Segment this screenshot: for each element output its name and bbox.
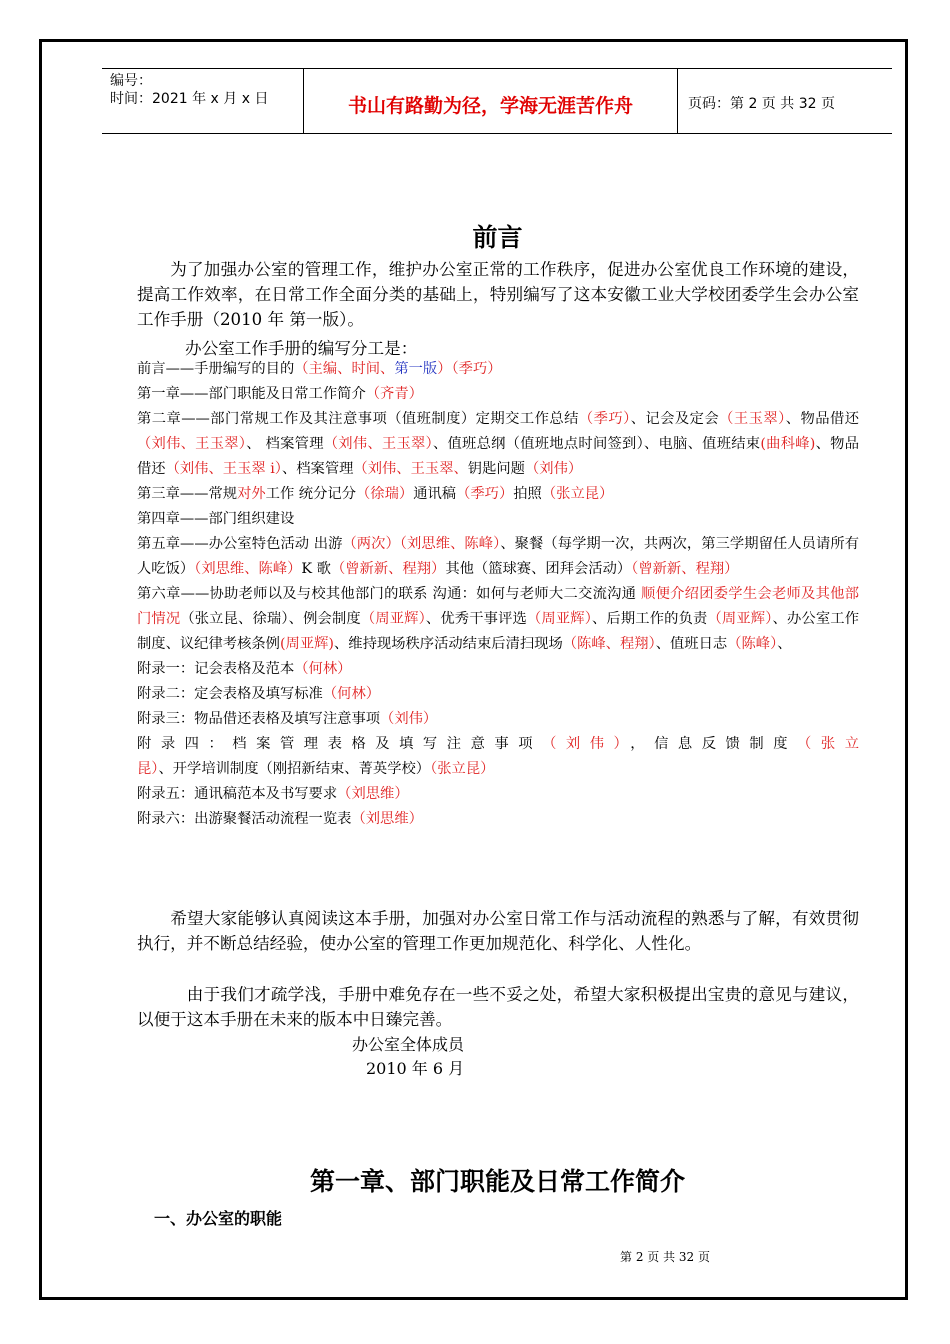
preface-intro: 为了加强办公室的管理工作，维护办公室正常的工作秩序，促进办公室优良工作环境的建设，提高工作效率，在日常工作全面分类的基础上，特别编写了这本安徽工业大学校团委学生会办公室工作手册（2010 年 第一版）。 [137,260,859,329]
header-motto: 书山有路勤为径，学海无涯苦作舟 [304,69,678,133]
division-line-appendix2: 附录二：定会表格及填写标准（何林） [137,686,381,702]
preface-title: 前言 [472,223,523,252]
division-line-ch1: 第一章——部门职能及日常工作简介（齐青） [137,386,423,402]
signature-date: 2010 年 6 月 [366,1059,465,1078]
page-header [102,68,892,134]
division-line-ch2: 第二章——部门常规工作及其注意事项（值班制度）定期交工作总结（季巧）、记会及定会（王玉翠）、物品借还（刘伟、王玉翠）、 档案管理（刘伟、王玉翠）、值班总纲（值班地点时间签到）、电脑、值班结束(曲科峰)、物品借还（刘伟、王玉翠 i）、档案管理（刘伟、王玉翠、钥匙问题（刘伟） [137,411,860,477]
chapter1-section1: 一、办公室的职能 [154,1209,283,1228]
closing-paragraph-2: 由于我们才疏学浅，手册中难免存在一些不妥之处，希望大家积极提出宝贵的意见与建议，以便于这本手册在未来的版本中日臻完善。 [137,985,859,1029]
header-meta [102,69,304,133]
division-heading: 办公室工作手册的编写分工是： [185,339,418,358]
division-line-ch5: 第五章——办公室特色活动 出游（两次）（刘思维、陈峰）、聚餐（每学期一次，共两次，第三学期留任人员请所有人吃饭）（刘思维、陈峰）K 歌（曾新新、程翔）其他（篮球赛、团拜会活动）（曾新新、程翔） [137,536,859,577]
division-list [137,357,859,832]
header-page-info: 页码：第 2 页 共 32 页 [688,96,835,112]
page-footer: 第 2 页 共 32 页 [620,1250,710,1264]
number-label: 编号： [110,73,152,89]
division-line-appendix3: 附录三：物品借还表格及填写注意事项（刘伟） [137,711,438,727]
division-line-appendix5: 附录五：通讯稿范本及书写要求（刘思维） [137,786,409,802]
division-line-ch6: 第六章——协助老师以及与校其他部门的联系 沟通：如何与老师大二交流沟通 顺便介绍团委学生会老师及其他部门情况（张立昆、徐瑞）、例会制度（周亚辉）、优秀干事评选（周亚辉）、后期工作的负责（周亚辉）、办公室工作制度、议纪律考核条例(周亚辉)、维持现场秩序活动结束后清扫现场（陈峰、程翔）、值班日志（陈峰）、 [137,586,860,652]
closing-paragraph-1: 希望大家能够认真阅读这本手册，加强对办公室日常工作与活动流程的熟悉与了解，有效贯彻执行，并不断总结经验，使办公室的管理工作更加规范化、科学化、人性化。 [137,909,859,953]
division-line-ch4: 第四章——部门组织建设 [137,511,295,527]
date-label: 时间：2021 年 x 月 x 日 [110,91,269,107]
signature: 办公室全体成员 [352,1035,465,1054]
chapter1-title: 第一章、部门职能及日常工作简介 [309,1167,685,1196]
division-line-appendix6: 附录六：出游聚餐活动流程一览表（刘思维） [137,811,423,827]
division-line-ch3: 第三章——常规对外工作 统分记分（徐瑞）通讯稿（季巧）拍照（张立昆） [137,486,614,502]
division-line-appendix4: 附录四：档案管理表格及填写注意事项（刘伟），信息反馈制度（张立昆）、开学培训制度（刚招新结束、菁英学校）（张立昆） [137,736,859,777]
division-line-appendix1: 附录一：记会表格及范本（何林） [137,661,352,677]
division-line-preface: 前言——手册编写的目的（主编、时间、第一版）（季巧） [137,361,502,377]
